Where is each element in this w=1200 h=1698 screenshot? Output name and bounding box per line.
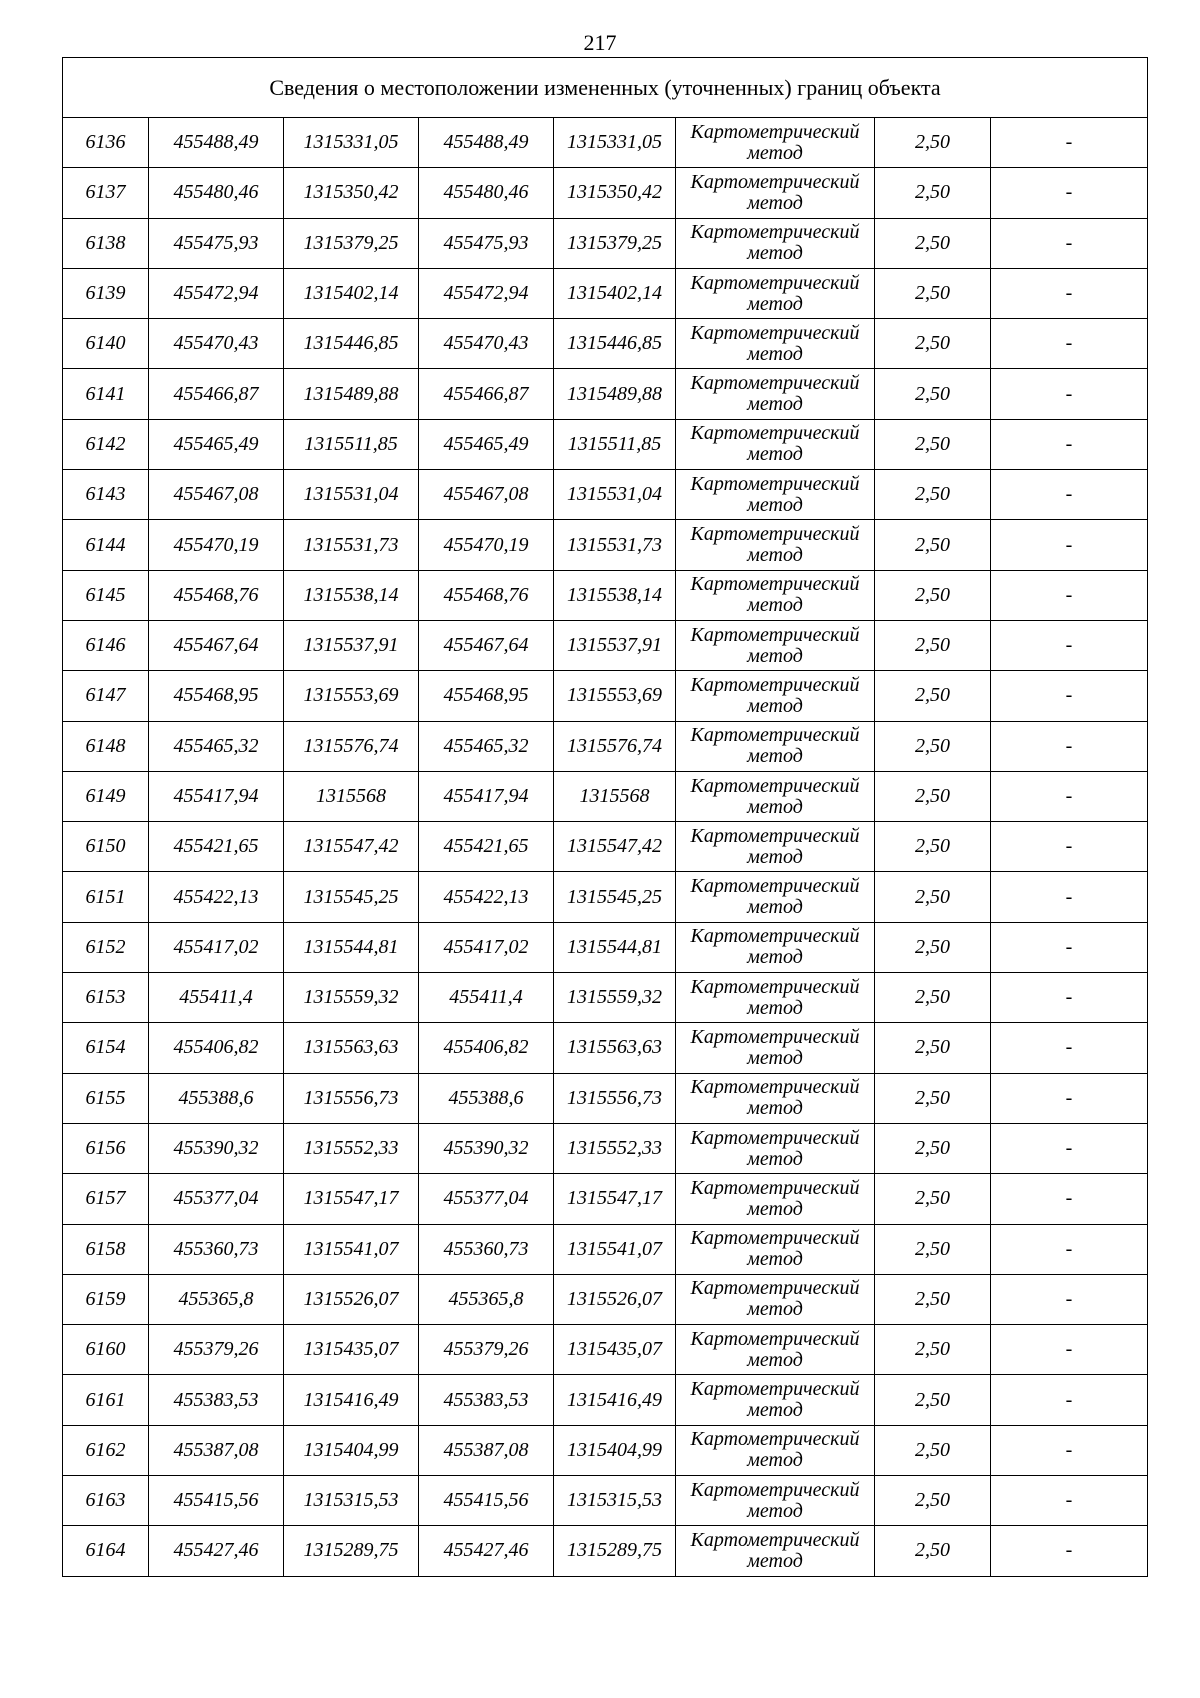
x-coordinate-cell: 455480,46	[149, 168, 284, 218]
accuracy-cell: 2,50	[875, 118, 991, 168]
y-coordinate-new-cell: 1315553,69	[554, 671, 676, 721]
y-coordinate-cell: 1315511,85	[284, 419, 419, 469]
y-coordinate-cell: 1315531,73	[284, 520, 419, 570]
y-coordinate-cell: 1315350,42	[284, 168, 419, 218]
x-coordinate-new-cell: 455422,13	[419, 872, 554, 922]
y-coordinate-cell: 1315446,85	[284, 319, 419, 369]
point-number-cell: 6143	[63, 470, 149, 520]
note-cell: -	[991, 1476, 1148, 1526]
y-coordinate-cell: 1315553,69	[284, 671, 419, 721]
accuracy-cell: 2,50	[875, 470, 991, 520]
y-coordinate-cell: 1315568	[284, 771, 419, 821]
method-cell: Картометрический метод	[676, 1526, 875, 1576]
y-coordinate-cell: 1315435,07	[284, 1325, 419, 1375]
x-coordinate-new-cell: 455470,19	[419, 520, 554, 570]
y-coordinate-new-cell: 1315541,07	[554, 1224, 676, 1274]
accuracy-cell: 2,50	[875, 1073, 991, 1123]
note-cell: -	[991, 822, 1148, 872]
x-coordinate-new-cell: 455406,82	[419, 1023, 554, 1073]
y-coordinate-new-cell: 1315350,42	[554, 168, 676, 218]
table-row	[63, 570, 1148, 620]
method-cell: Картометрический метод	[676, 1375, 875, 1425]
method-cell: Картометрический метод	[676, 973, 875, 1023]
accuracy-cell: 2,50	[875, 1023, 991, 1073]
table-row	[63, 268, 1148, 318]
x-coordinate-cell: 455468,76	[149, 570, 284, 620]
method-cell: Картометрический метод	[676, 671, 875, 721]
point-number-cell: 6152	[63, 922, 149, 972]
point-number-cell: 6154	[63, 1023, 149, 1073]
point-number-cell: 6142	[63, 419, 149, 469]
method-cell: Картометрический метод	[676, 1425, 875, 1475]
note-cell: -	[991, 1325, 1148, 1375]
y-coordinate-cell: 1315402,14	[284, 268, 419, 318]
note-cell: -	[991, 1174, 1148, 1224]
note-cell: -	[991, 470, 1148, 520]
table-row	[63, 822, 1148, 872]
y-coordinate-new-cell: 1315416,49	[554, 1375, 676, 1425]
y-coordinate-cell: 1315331,05	[284, 118, 419, 168]
x-coordinate-cell: 455415,56	[149, 1476, 284, 1526]
accuracy-cell: 2,50	[875, 570, 991, 620]
point-number-cell: 6155	[63, 1073, 149, 1123]
point-number-cell: 6145	[63, 570, 149, 620]
x-coordinate-new-cell: 455415,56	[419, 1476, 554, 1526]
method-cell: Картометрический метод	[676, 118, 875, 168]
method-cell: Картометрический метод	[676, 1476, 875, 1526]
method-cell: Картометрический метод	[676, 369, 875, 419]
note-cell: -	[991, 520, 1148, 570]
point-number-cell: 6141	[63, 369, 149, 419]
y-coordinate-new-cell: 1315568	[554, 771, 676, 821]
x-coordinate-new-cell: 455468,76	[419, 570, 554, 620]
note-cell: -	[991, 671, 1148, 721]
x-coordinate-cell: 455488,49	[149, 118, 284, 168]
x-coordinate-new-cell: 455427,46	[419, 1526, 554, 1576]
note-cell: -	[991, 168, 1148, 218]
point-number-cell: 6138	[63, 218, 149, 268]
note-cell: -	[991, 369, 1148, 419]
y-coordinate-cell: 1315289,75	[284, 1526, 419, 1576]
method-cell: Картометрический метод	[676, 1123, 875, 1173]
y-coordinate-cell: 1315541,07	[284, 1224, 419, 1274]
table-row	[63, 1023, 1148, 1073]
method-cell: Картометрический метод	[676, 218, 875, 268]
x-coordinate-new-cell: 455421,65	[419, 822, 554, 872]
x-coordinate-new-cell: 455387,08	[419, 1425, 554, 1475]
x-coordinate-new-cell: 455417,02	[419, 922, 554, 972]
table-row	[63, 872, 1148, 922]
y-coordinate-cell: 1315538,14	[284, 570, 419, 620]
note-cell: -	[991, 973, 1148, 1023]
y-coordinate-new-cell: 1315331,05	[554, 118, 676, 168]
point-number-cell: 6137	[63, 168, 149, 218]
y-coordinate-new-cell: 1315404,99	[554, 1425, 676, 1475]
note-cell: -	[991, 721, 1148, 771]
note-cell: -	[991, 872, 1148, 922]
x-coordinate-cell: 455422,13	[149, 872, 284, 922]
table-row	[63, 771, 1148, 821]
accuracy-cell: 2,50	[875, 1123, 991, 1173]
y-coordinate-cell: 1315576,74	[284, 721, 419, 771]
accuracy-cell: 2,50	[875, 168, 991, 218]
note-cell: -	[991, 1274, 1148, 1324]
accuracy-cell: 2,50	[875, 771, 991, 821]
method-cell: Картометрический метод	[676, 319, 875, 369]
x-coordinate-cell: 455360,73	[149, 1224, 284, 1274]
table-row	[63, 671, 1148, 721]
note-cell: -	[991, 1073, 1148, 1123]
y-coordinate-new-cell: 1315538,14	[554, 570, 676, 620]
table-row	[63, 118, 1148, 168]
x-coordinate-new-cell: 455365,8	[419, 1274, 554, 1324]
method-cell: Картометрический метод	[676, 1325, 875, 1375]
point-number-cell: 6140	[63, 319, 149, 369]
table-row	[63, 1476, 1148, 1526]
method-cell: Картометрический метод	[676, 268, 875, 318]
x-coordinate-cell: 455470,19	[149, 520, 284, 570]
point-number-cell: 6151	[63, 872, 149, 922]
accuracy-cell: 2,50	[875, 319, 991, 369]
note-cell: -	[991, 218, 1148, 268]
point-number-cell: 6153	[63, 973, 149, 1023]
y-coordinate-cell: 1315526,07	[284, 1274, 419, 1324]
x-coordinate-cell: 455390,32	[149, 1123, 284, 1173]
x-coordinate-cell: 455383,53	[149, 1375, 284, 1425]
x-coordinate-new-cell: 455417,94	[419, 771, 554, 821]
table-row	[63, 1274, 1148, 1324]
table-caption: Сведения о местоположении измененных (уточненных) границ объекта	[63, 58, 1148, 118]
note-cell: -	[991, 1224, 1148, 1274]
x-coordinate-new-cell: 455388,6	[419, 1073, 554, 1123]
accuracy-cell: 2,50	[875, 1325, 991, 1375]
method-cell: Картометрический метод	[676, 570, 875, 620]
note-cell: -	[991, 319, 1148, 369]
x-coordinate-new-cell: 455390,32	[419, 1123, 554, 1173]
accuracy-cell: 2,50	[875, 1274, 991, 1324]
method-cell: Картометрический метод	[676, 1224, 875, 1274]
method-cell: Картометрический метод	[676, 620, 875, 670]
x-coordinate-new-cell: 455468,95	[419, 671, 554, 721]
note-cell: -	[991, 1375, 1148, 1425]
method-cell: Картометрический метод	[676, 470, 875, 520]
y-coordinate-new-cell: 1315559,32	[554, 973, 676, 1023]
accuracy-cell: 2,50	[875, 1425, 991, 1475]
x-coordinate-cell: 455377,04	[149, 1174, 284, 1224]
x-coordinate-cell: 455406,82	[149, 1023, 284, 1073]
x-coordinate-new-cell: 455470,43	[419, 319, 554, 369]
method-cell: Картометрический метод	[676, 1174, 875, 1224]
y-coordinate-new-cell: 1315563,63	[554, 1023, 676, 1073]
x-coordinate-cell: 455468,95	[149, 671, 284, 721]
y-coordinate-new-cell: 1315531,04	[554, 470, 676, 520]
point-number-cell: 6160	[63, 1325, 149, 1375]
accuracy-cell: 2,50	[875, 973, 991, 1023]
accuracy-cell: 2,50	[875, 218, 991, 268]
table-row	[63, 1375, 1148, 1425]
note-cell: -	[991, 620, 1148, 670]
y-coordinate-new-cell: 1315511,85	[554, 419, 676, 469]
accuracy-cell: 2,50	[875, 872, 991, 922]
accuracy-cell: 2,50	[875, 620, 991, 670]
table-row	[63, 922, 1148, 972]
table-row	[63, 1174, 1148, 1224]
x-coordinate-new-cell: 455465,49	[419, 419, 554, 469]
y-coordinate-cell: 1315556,73	[284, 1073, 419, 1123]
x-coordinate-cell: 455470,43	[149, 319, 284, 369]
y-coordinate-new-cell: 1315446,85	[554, 319, 676, 369]
y-coordinate-new-cell: 1315402,14	[554, 268, 676, 318]
y-coordinate-cell: 1315379,25	[284, 218, 419, 268]
method-cell: Картометрический метод	[676, 520, 875, 570]
x-coordinate-cell: 455417,02	[149, 922, 284, 972]
coordinates-table	[62, 57, 1148, 1577]
x-coordinate-cell: 455475,93	[149, 218, 284, 268]
method-cell: Картометрический метод	[676, 419, 875, 469]
table-row	[63, 1073, 1148, 1123]
point-number-cell: 6148	[63, 721, 149, 771]
x-coordinate-cell: 455388,6	[149, 1073, 284, 1123]
y-coordinate-new-cell: 1315556,73	[554, 1073, 676, 1123]
table-row	[63, 721, 1148, 771]
x-coordinate-cell: 455472,94	[149, 268, 284, 318]
point-number-cell: 6162	[63, 1425, 149, 1475]
x-coordinate-new-cell: 455480,46	[419, 168, 554, 218]
accuracy-cell: 2,50	[875, 1224, 991, 1274]
y-coordinate-new-cell: 1315379,25	[554, 218, 676, 268]
note-cell: -	[991, 1023, 1148, 1073]
note-cell: -	[991, 771, 1148, 821]
y-coordinate-cell: 1315552,33	[284, 1123, 419, 1173]
table-row	[63, 1526, 1148, 1576]
y-coordinate-new-cell: 1315537,91	[554, 620, 676, 670]
accuracy-cell: 2,50	[875, 369, 991, 419]
y-coordinate-new-cell: 1315547,17	[554, 1174, 676, 1224]
note-cell: -	[991, 1425, 1148, 1475]
x-coordinate-cell: 455427,46	[149, 1526, 284, 1576]
y-coordinate-cell: 1315537,91	[284, 620, 419, 670]
table-row	[63, 419, 1148, 469]
accuracy-cell: 2,50	[875, 520, 991, 570]
x-coordinate-cell: 455466,87	[149, 369, 284, 419]
y-coordinate-cell: 1315547,17	[284, 1174, 419, 1224]
point-number-cell: 6159	[63, 1274, 149, 1324]
y-coordinate-cell: 1315547,42	[284, 822, 419, 872]
x-coordinate-new-cell: 455475,93	[419, 218, 554, 268]
note-cell: -	[991, 922, 1148, 972]
y-coordinate-new-cell: 1315545,25	[554, 872, 676, 922]
accuracy-cell: 2,50	[875, 268, 991, 318]
table-row	[63, 973, 1148, 1023]
table-row	[63, 520, 1148, 570]
y-coordinate-new-cell: 1315315,53	[554, 1476, 676, 1526]
point-number-cell: 6164	[63, 1526, 149, 1576]
y-coordinate-new-cell: 1315547,42	[554, 822, 676, 872]
method-cell: Картометрический метод	[676, 1073, 875, 1123]
note-cell: -	[991, 419, 1148, 469]
table-row	[63, 470, 1148, 520]
y-coordinate-new-cell: 1315289,75	[554, 1526, 676, 1576]
x-coordinate-new-cell: 455472,94	[419, 268, 554, 318]
y-coordinate-new-cell: 1315552,33	[554, 1123, 676, 1173]
point-number-cell: 6157	[63, 1174, 149, 1224]
x-coordinate-new-cell: 455465,32	[419, 721, 554, 771]
point-number-cell: 6150	[63, 822, 149, 872]
y-coordinate-cell: 1315563,63	[284, 1023, 419, 1073]
method-cell: Картометрический метод	[676, 1274, 875, 1324]
method-cell: Картометрический метод	[676, 922, 875, 972]
method-cell: Картометрический метод	[676, 872, 875, 922]
table-row	[63, 1425, 1148, 1475]
method-cell: Картометрический метод	[676, 721, 875, 771]
x-coordinate-cell: 455465,32	[149, 721, 284, 771]
y-coordinate-cell: 1315559,32	[284, 973, 419, 1023]
point-number-cell: 6144	[63, 520, 149, 570]
point-number-cell: 6147	[63, 671, 149, 721]
accuracy-cell: 2,50	[875, 822, 991, 872]
y-coordinate-cell: 1315416,49	[284, 1375, 419, 1425]
table-row	[63, 1325, 1148, 1375]
point-number-cell: 6139	[63, 268, 149, 318]
x-coordinate-new-cell: 455360,73	[419, 1224, 554, 1274]
x-coordinate-new-cell: 455377,04	[419, 1174, 554, 1224]
table-row	[63, 1224, 1148, 1274]
x-coordinate-new-cell: 455379,26	[419, 1325, 554, 1375]
y-coordinate-new-cell: 1315544,81	[554, 922, 676, 972]
method-cell: Картометрический метод	[676, 771, 875, 821]
method-cell: Картометрический метод	[676, 168, 875, 218]
x-coordinate-new-cell: 455411,4	[419, 973, 554, 1023]
page-number: 217	[583, 30, 617, 55]
y-coordinate-new-cell: 1315531,73	[554, 520, 676, 570]
y-coordinate-cell: 1315531,04	[284, 470, 419, 520]
y-coordinate-cell: 1315489,88	[284, 369, 419, 419]
x-coordinate-cell: 455417,94	[149, 771, 284, 821]
point-number-cell: 6149	[63, 771, 149, 821]
y-coordinate-new-cell: 1315526,07	[554, 1274, 676, 1324]
x-coordinate-new-cell: 455466,87	[419, 369, 554, 419]
accuracy-cell: 2,50	[875, 1476, 991, 1526]
point-number-cell: 6156	[63, 1123, 149, 1173]
x-coordinate-cell: 455379,26	[149, 1325, 284, 1375]
x-coordinate-new-cell: 455383,53	[419, 1375, 554, 1425]
note-cell: -	[991, 268, 1148, 318]
note-cell: -	[991, 1123, 1148, 1173]
method-cell: Картометрический метод	[676, 1023, 875, 1073]
y-coordinate-cell: 1315315,53	[284, 1476, 419, 1526]
accuracy-cell: 2,50	[875, 1526, 991, 1576]
x-coordinate-cell: 455411,4	[149, 973, 284, 1023]
note-cell: -	[991, 570, 1148, 620]
point-number-cell: 6161	[63, 1375, 149, 1425]
table-row	[63, 168, 1148, 218]
y-coordinate-new-cell: 1315435,07	[554, 1325, 676, 1375]
x-coordinate-new-cell: 455467,08	[419, 470, 554, 520]
x-coordinate-cell: 455387,08	[149, 1425, 284, 1475]
point-number-cell: 6136	[63, 118, 149, 168]
method-cell: Картометрический метод	[676, 822, 875, 872]
x-coordinate-cell: 455465,49	[149, 419, 284, 469]
point-number-cell: 6163	[63, 1476, 149, 1526]
accuracy-cell: 2,50	[875, 1174, 991, 1224]
y-coordinate-cell: 1315545,25	[284, 872, 419, 922]
note-cell: -	[991, 1526, 1148, 1576]
x-coordinate-cell: 455467,64	[149, 620, 284, 670]
note-cell: -	[991, 118, 1148, 168]
accuracy-cell: 2,50	[875, 419, 991, 469]
accuracy-cell: 2,50	[875, 721, 991, 771]
x-coordinate-cell: 455421,65	[149, 822, 284, 872]
table-row	[63, 369, 1148, 419]
table-row	[63, 218, 1148, 268]
table-row	[63, 620, 1148, 670]
point-number-cell: 6146	[63, 620, 149, 670]
point-number-cell: 6158	[63, 1224, 149, 1274]
x-coordinate-new-cell: 455488,49	[419, 118, 554, 168]
y-coordinate-cell: 1315544,81	[284, 922, 419, 972]
table-row	[63, 1123, 1148, 1173]
y-coordinate-new-cell: 1315489,88	[554, 369, 676, 419]
y-coordinate-new-cell: 1315576,74	[554, 721, 676, 771]
y-coordinate-cell: 1315404,99	[284, 1425, 419, 1475]
accuracy-cell: 2,50	[875, 671, 991, 721]
x-coordinate-cell: 455365,8	[149, 1274, 284, 1324]
x-coordinate-new-cell: 455467,64	[419, 620, 554, 670]
accuracy-cell: 2,50	[875, 1375, 991, 1425]
accuracy-cell: 2,50	[875, 922, 991, 972]
x-coordinate-cell: 455467,08	[149, 470, 284, 520]
table-row	[63, 319, 1148, 369]
